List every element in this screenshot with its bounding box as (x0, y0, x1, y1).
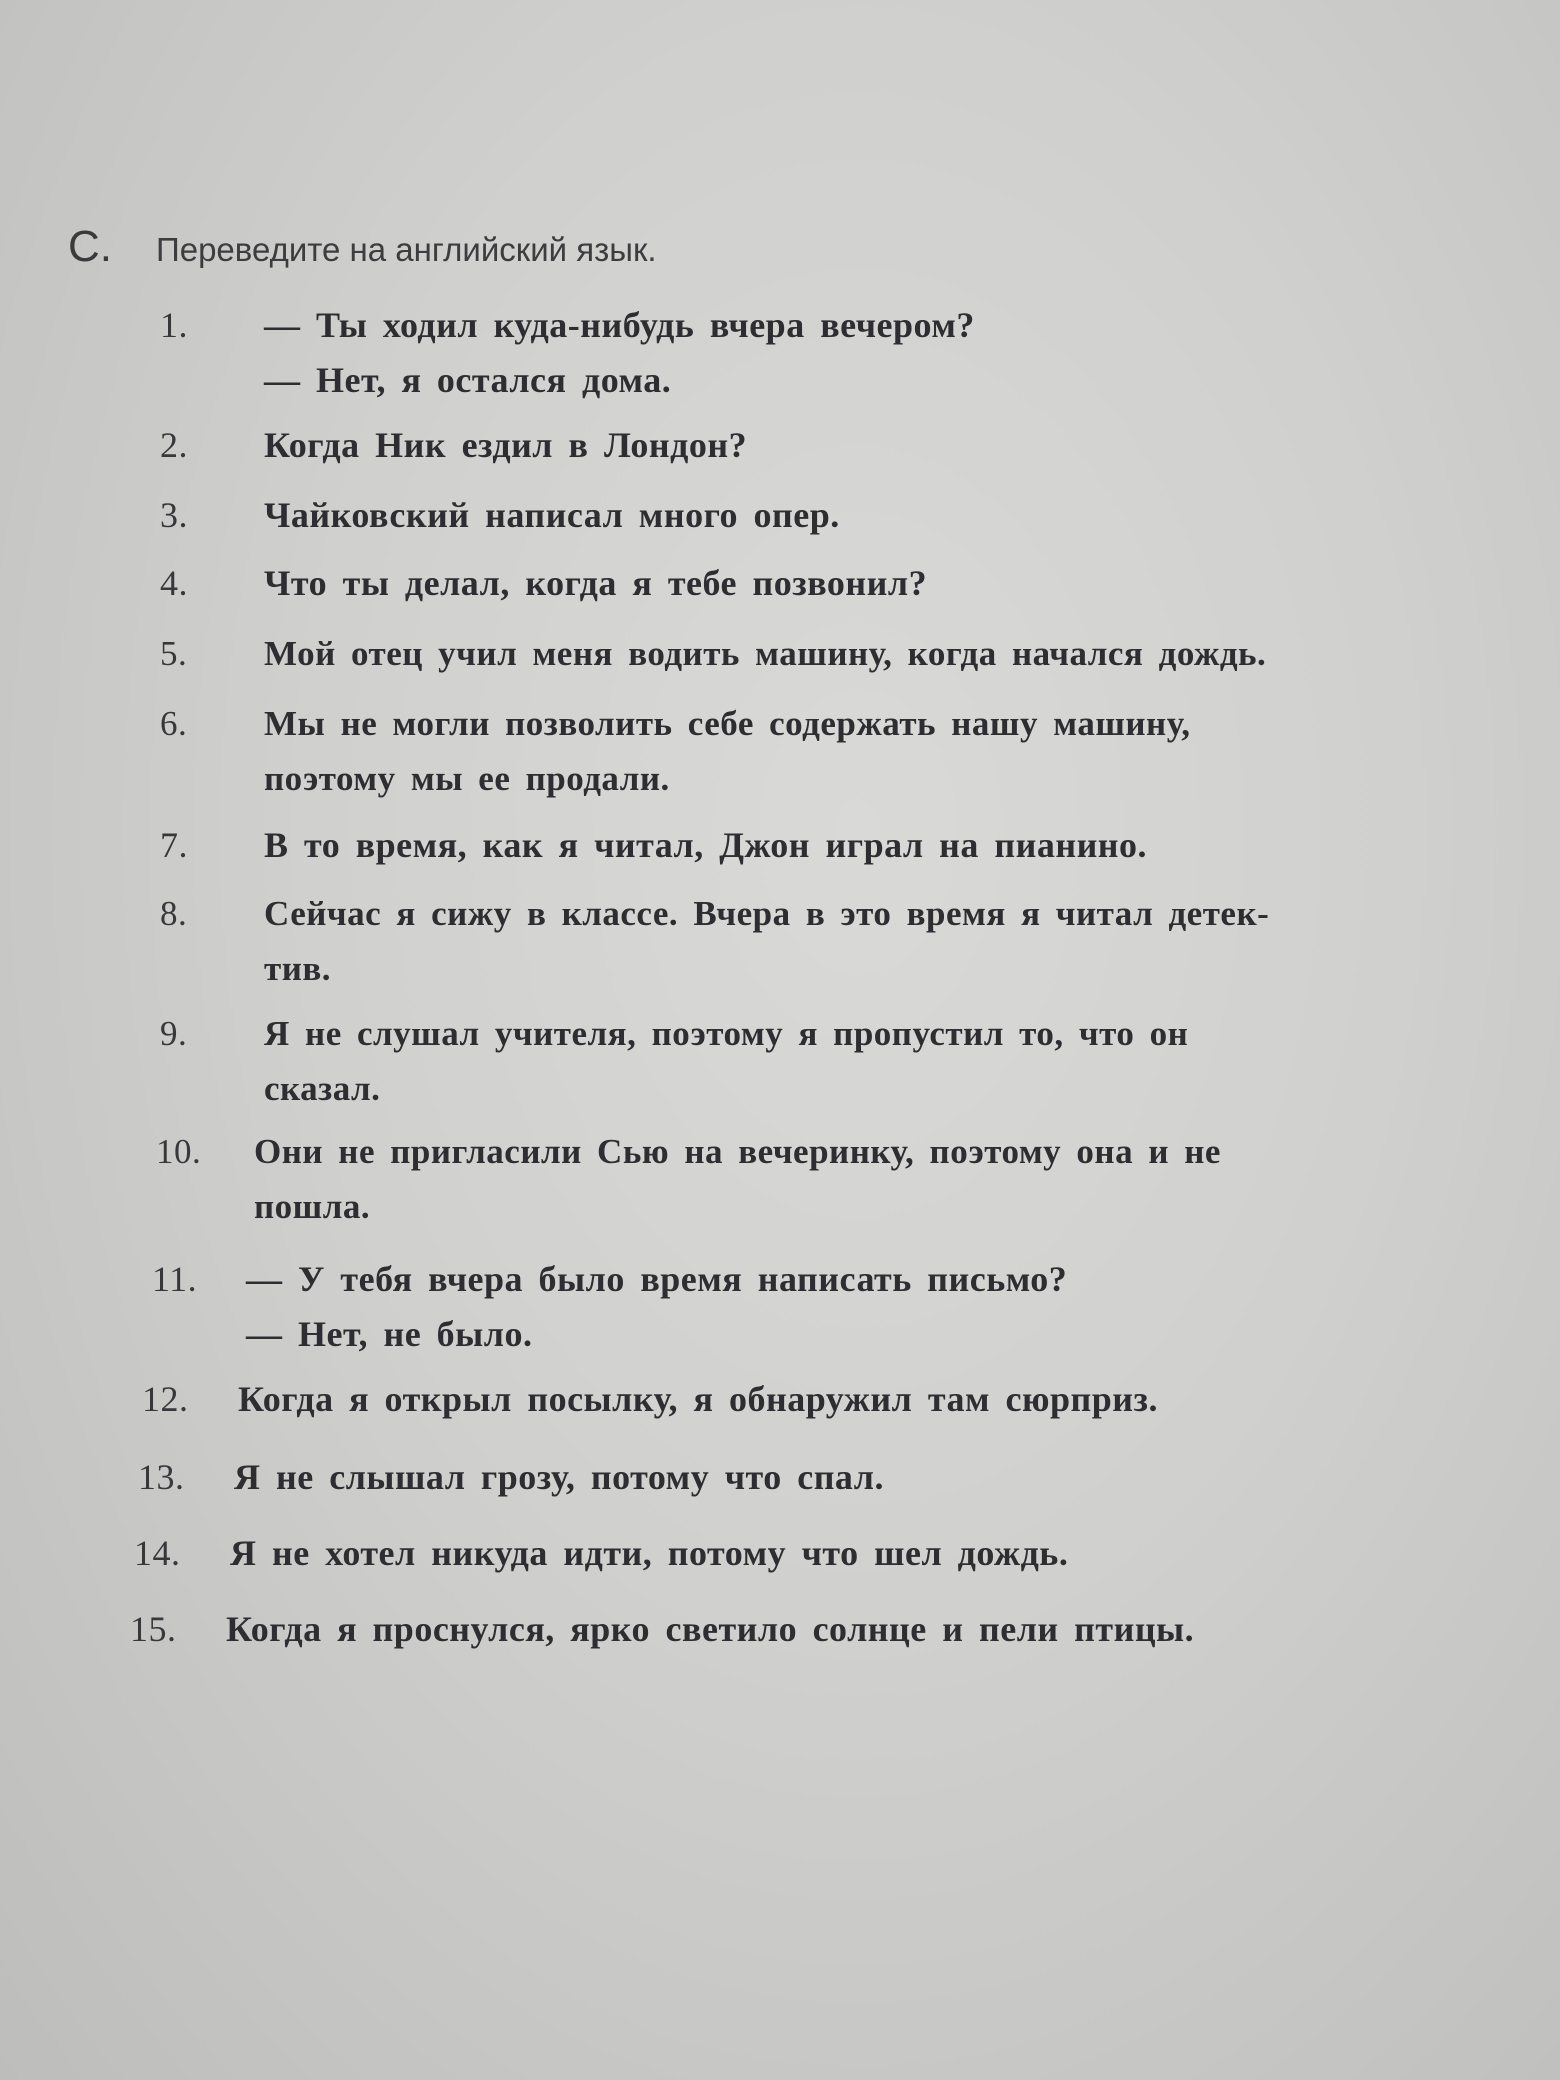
item-line: Когда я открыл посылку, я обнаружил там сюрприз. (238, 1379, 1158, 1419)
item-text (264, 298, 975, 408)
item-line: Они не пригласили Сью на вечеринку, поэтому она и не (254, 1132, 1221, 1171)
section-letter: C. (68, 222, 112, 271)
item-line: сказал. (264, 1069, 381, 1108)
item-text (254, 1124, 1221, 1234)
item-text (246, 1252, 1067, 1362)
item-line: Я не слушал учителя, поэтому я пропустил то, что он (264, 1014, 1189, 1053)
section-instruction: Переведите на английский язык. (156, 231, 657, 268)
item-number: 11. (152, 1259, 198, 1299)
exercise-item-9 (160, 1006, 1188, 1116)
item-text (264, 418, 747, 473)
exercise-item-7 (160, 818, 1147, 873)
exercise-item-4 (160, 556, 927, 611)
item-line: Чайковский написал много опер. (264, 495, 840, 535)
item-line: — Нет, я остался дома. (264, 360, 672, 400)
item-text (238, 1372, 1158, 1427)
item-line: Что ты делал, когда я тебе позвонил? (264, 563, 928, 603)
item-number: 6. (160, 704, 188, 743)
item-number: 12. (142, 1379, 189, 1419)
item-text (264, 626, 1266, 681)
item-text (264, 1006, 1188, 1116)
item-number: 14. (134, 1533, 181, 1573)
exercise-item-2 (160, 418, 747, 473)
item-number: 15. (130, 1609, 177, 1649)
item-text (264, 556, 927, 611)
item-line: Я не слышал грозу, потому что спал. (234, 1457, 884, 1497)
exercise-item-11 (152, 1252, 1067, 1362)
item-text (264, 488, 840, 543)
item-line: Я не хотел никуда идти, потому что шел дождь. (230, 1533, 1069, 1573)
item-line: Мой отец учил меня водить машину, когда начался дождь. (264, 634, 1267, 673)
item-text (264, 818, 1147, 873)
item-number: 8. (160, 894, 188, 933)
item-line: тив. (264, 949, 332, 988)
exercise-item-12 (142, 1372, 1158, 1427)
item-text (264, 696, 1190, 806)
item-line: — Нет, не было. (246, 1314, 533, 1354)
exercise-item-14 (134, 1526, 1068, 1581)
item-line: поэтому мы ее продали. (264, 759, 670, 798)
item-line: Сейчас я сижу в классе. Вчера в это время я читал детек- (264, 894, 1270, 933)
item-line: Когда Ник ездил в Лондон? (264, 425, 748, 465)
item-number: 4. (160, 563, 188, 603)
item-text (230, 1526, 1068, 1581)
item-line: — У тебя вчера было время написать письмо? (246, 1259, 1068, 1299)
item-number: 3. (160, 495, 188, 535)
item-number: 7. (160, 825, 188, 865)
item-number: 13. (138, 1457, 185, 1497)
item-number: 2. (160, 425, 188, 465)
item-text (234, 1450, 884, 1505)
item-number: 9. (160, 1014, 188, 1053)
item-line: Мы не могли позволить себе содержать нашу машину, (264, 704, 1191, 743)
item-line: В то время, как я читал, Джон играл на пианино. (264, 825, 1148, 865)
item-number: 1. (160, 305, 188, 345)
exercise-item-10 (156, 1124, 1221, 1234)
exercise-item-3 (160, 488, 840, 543)
item-line: — Ты ходил куда-нибудь вчера вечером? (264, 305, 975, 345)
exercise-item-5 (160, 626, 1266, 681)
item-text (264, 886, 1269, 996)
exercise-item-8 (160, 886, 1269, 996)
exercise-item-13 (138, 1450, 884, 1505)
exercise-item-15 (130, 1602, 1194, 1657)
item-number: 10. (156, 1132, 202, 1171)
item-text (226, 1602, 1194, 1657)
item-number: 5. (160, 634, 188, 673)
exercise-item-6 (160, 696, 1190, 806)
item-line: пошла. (254, 1187, 371, 1226)
item-line: Когда я проснулся, ярко светило солнце и пели птицы. (226, 1609, 1195, 1649)
exercise-item-1 (160, 298, 975, 408)
